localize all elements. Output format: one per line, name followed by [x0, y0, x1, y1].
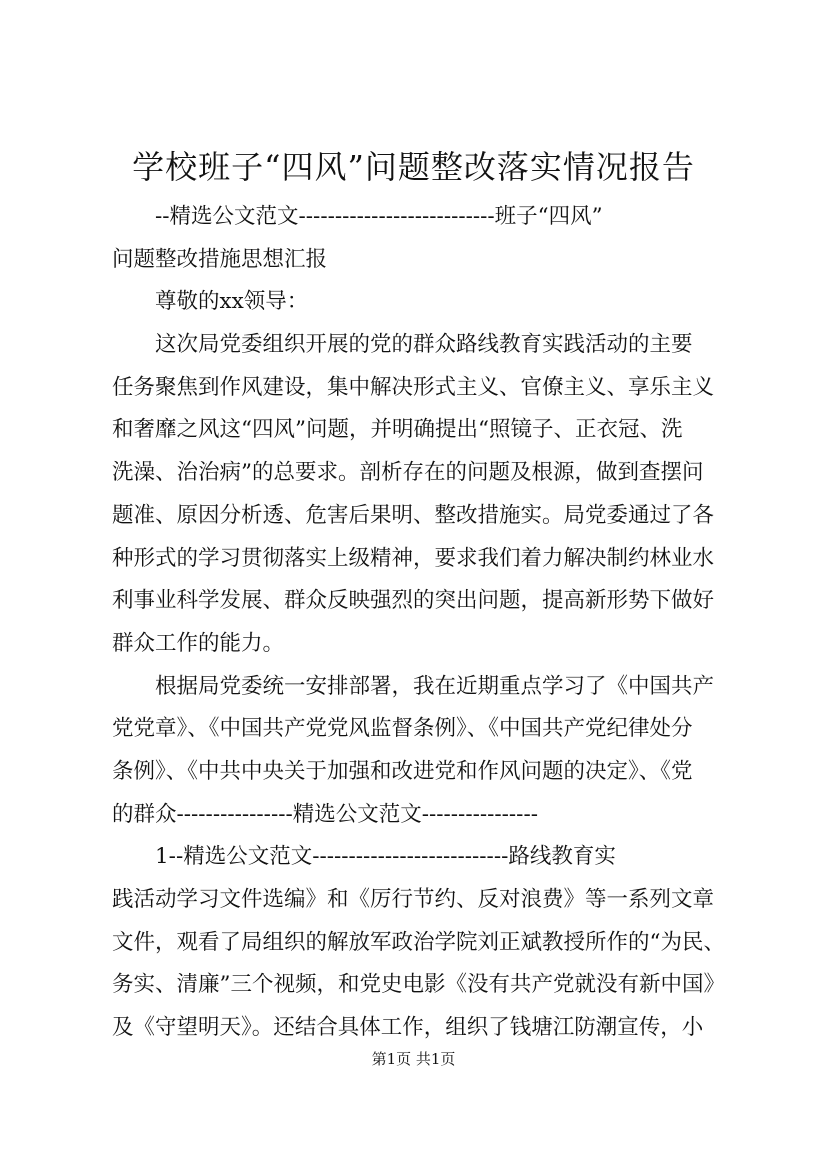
text-line: 洗澡、治治病”的总要求。剖析存在的问题及根源，做到查摆问 — [112, 460, 704, 486]
text-line: 和奢靡之风这“四风”问题，并明确提出“照镜子、正衣冠、洗 — [112, 417, 683, 443]
text-line: 及《守望明天》。还结合具体工作，组织了钱塘江防潮宣传，小 — [112, 1015, 704, 1041]
text-line: 党党章》、《中国共产党党风监督条例》、《中国共产党纪律处分 — [112, 716, 693, 742]
text-line: 的群众----------------精选公文范文---------------- — [112, 801, 538, 827]
text-line: --精选公文范文---------------------------班子“四风” — [155, 204, 603, 229]
text-line: 问题整改措施思想汇报 — [112, 246, 328, 272]
text-line: 文件，观看了局组织的解放军政治学院刘正斌教授所作的“为民、 — [112, 929, 725, 955]
text-line: 这次局党委组织开展的党的群众路线教育实践活动的主要 — [155, 332, 693, 358]
text-line: 群众工作的能力。 — [112, 630, 285, 656]
text-line: 种形式的学习贯彻落实上级精神，要求我们着力解决制约林业水 — [112, 545, 715, 571]
text-line: 根据局党委统一安排部署，我在近期重点学习了《中国共产 — [155, 673, 715, 699]
salutation: 尊敬的xx领导： — [155, 289, 309, 315]
text-line: 践活动学习文件选编》和《厉行节约、反对浪费》等一系列文章 — [112, 887, 715, 912]
text-line: 务实、清廉”三个视频，和党史电影《没有共产党就没有新中国》 — [112, 972, 725, 998]
text-line: 利事业科学发展、群众反映强烈的突出问题，提高新形势下做好 — [112, 588, 715, 614]
page-footer: 第1页 共1页 — [371, 1050, 456, 1068]
text-line: 条例》、《中共中央关于加强和改进党和作风问题的决定》、《党 — [112, 758, 693, 784]
text-line: 题准、原因分析透、危害后果明、整改措施实。局党委通过了各 — [112, 502, 715, 528]
document-title: 学校班子“四风”问题整改落实情况报告 — [132, 148, 695, 186]
document-body — [112, 196, 726, 1050]
text-line: 1--精选公文范文---------------------------路线教育实 — [155, 844, 616, 870]
text-line: 任务聚焦到作风建设，集中解决形式主义、官僚主义、享乐主义 — [112, 374, 715, 400]
